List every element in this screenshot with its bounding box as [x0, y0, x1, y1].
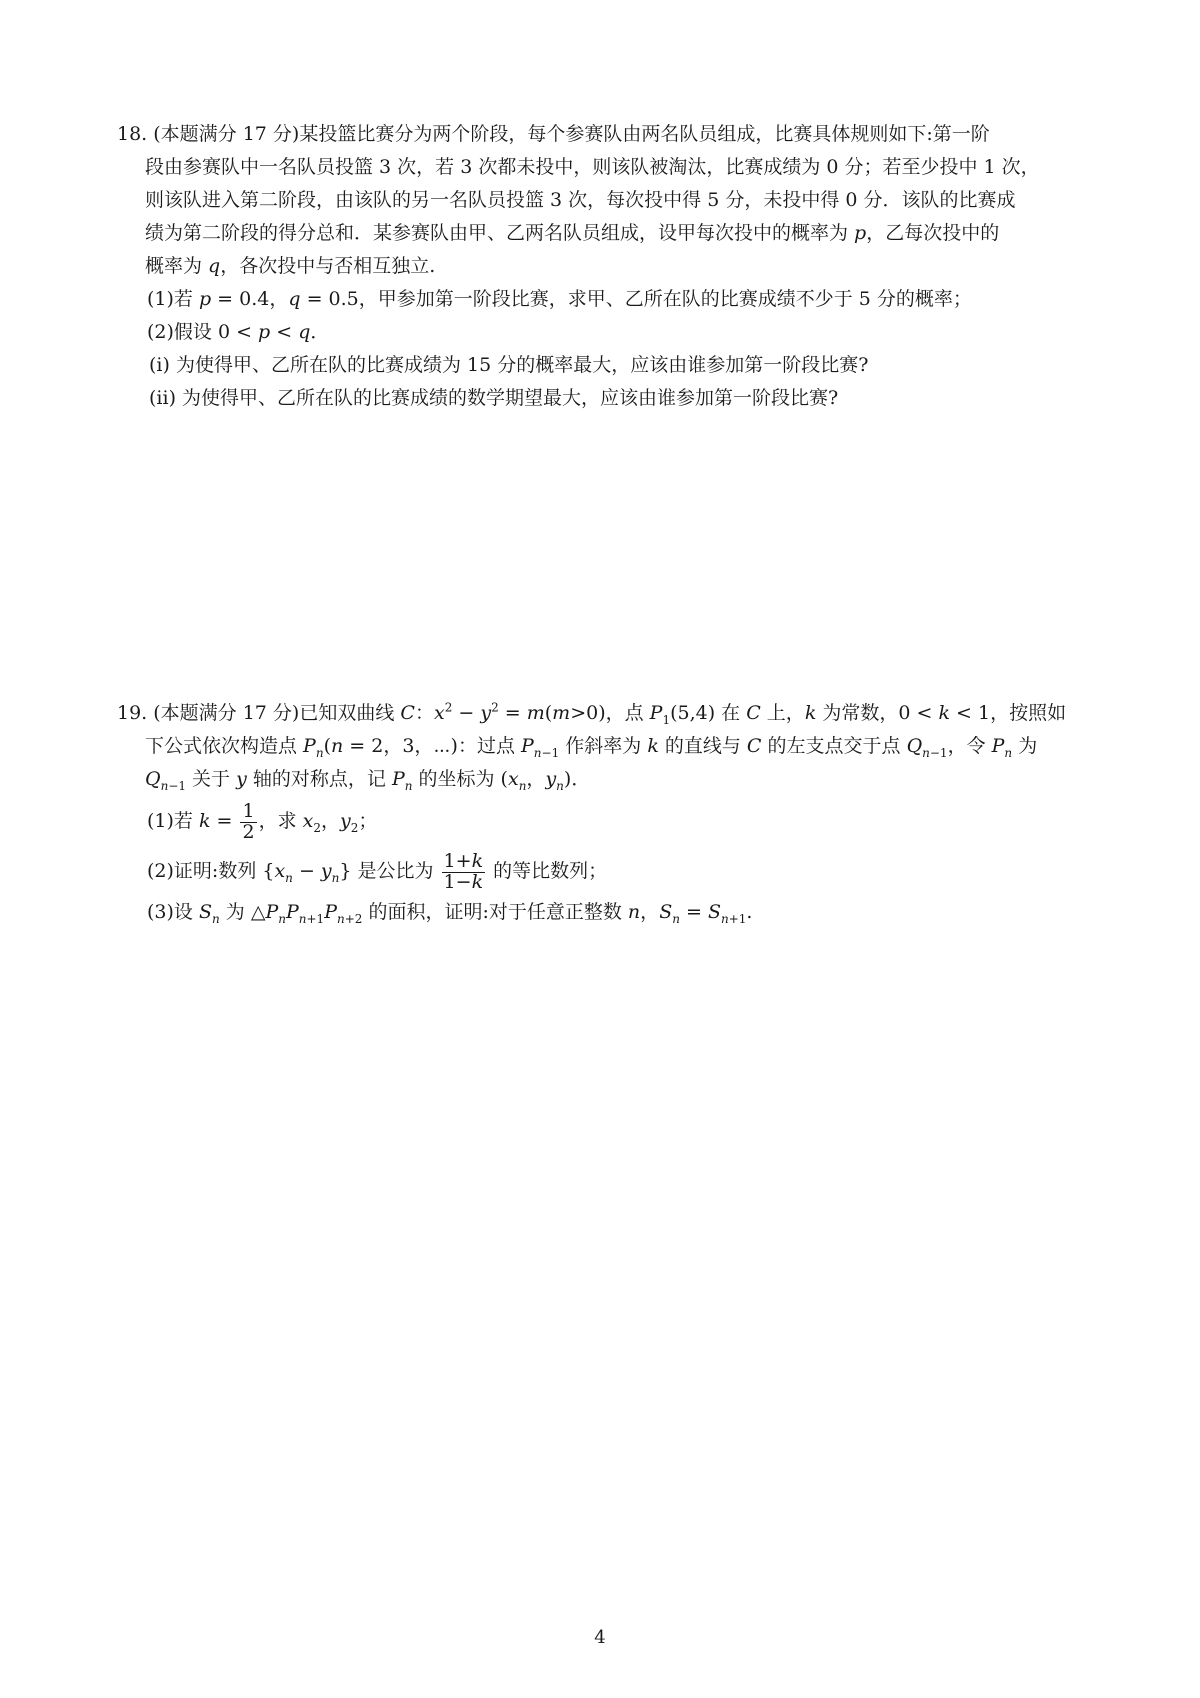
problem-18: [117, 118, 1077, 415]
problem-19: [117, 697, 1077, 929]
problem-18-part-1: (1)若 p = 0.4，q = 0.5，甲参加第一阶段比赛，求甲、乙所在队的比赛成绩不少于 5 分的概率；: [147, 288, 972, 310]
problem-19-stem-line-2: 下公式依次构造点 $P_n(n = 2$，3，⋯)：过点 $P_{n-1}$ 作斜率为 k 的直线与 C 的左支点交于点 $Q_{n-1}$，令 $P_n$ 为: [145, 735, 1038, 760]
problem-18-part-2-i: (i) 为使得甲、乙所在队的比赛成绩为 15 分的概率最大，应该由谁参加第一阶段比赛?: [149, 354, 869, 376]
problem-19-part-3: (3)设 $S_n$ 为 $\triangle P_nP_{n+1}P_{n+2}$ 的面积，证明:对于任意正整数 n，$S_n = S_{n+1}$.: [147, 901, 753, 926]
problem-18-stem-line-1: 18. (本题满分 17 分)某投篮比赛分为两个阶段，每个参赛队由两名队员组成，比赛具体规则如下:第一阶: [117, 123, 990, 145]
score-note: (本题满分 17 分): [153, 702, 300, 724]
problem-number: 19.: [117, 702, 148, 724]
problem-19-stem-line-1: 19. (本题满分 17 分)已知双曲线 C：$x^2 - y^2 = m(m>0)$，点 $P_1(5,4)$ 在 C 上，k 为常数，0 < k < 1，按照如: [117, 700, 1067, 727]
problem-18-stem-line-3: 则该队进入第二阶段，由该队的另一名队员投篮 3 次，每次投中得 5 分，未投中得 0 分．该队的比赛成: [145, 189, 1016, 211]
problem-19-stem-line-3: $Q_{n-1}$ 关于 y 轴的对称点，记 $P_n$ 的坐标为 ($x_n$，$y_n$)．: [145, 768, 591, 793]
problem-18-stem-line-5: 概率为 q，各次投中与否相互独立.: [145, 255, 436, 277]
problem-18-stem-line-2: 段由参赛队中一名队员投篮 3 次，若 3 次都未投中，则该队被淘汰，比赛成绩为 0 分；若至少投中 1 次，: [145, 156, 1040, 178]
problem-19-part-1: (1)若 k = $\frac{1}{2}$ ，求 $x_2$，$y_2$；: [147, 799, 378, 843]
problem-19-part-2: (2)证明:数列 $\{x_n - y_n\}$ 是公比为 $\frac{1+k}{1-k}$ 的等比数列；: [147, 849, 608, 893]
score-note: (本题满分 17 分): [153, 123, 300, 145]
problem-18-part-2-ii: (ii) 为使得甲、乙所在队的比赛成绩的数学期望最大，应该由谁参加第一阶段比赛?: [149, 387, 839, 409]
fraction: $\frac{1}{2}$: [242, 799, 255, 843]
problem-18-stem-line-4: 绩为第二阶段的得分总和．某参赛队由甲、乙两名队员组成，设甲每次投中的概率为 p，乙每次投中的: [145, 222, 1000, 244]
page-number: 4: [594, 1627, 606, 1648]
fraction: $\frac{1+k}{1-k}$: [443, 849, 484, 893]
problem-number: 18.: [117, 123, 148, 145]
problem-18-part-2: (2)假设 0 < p < q．: [147, 321, 330, 343]
